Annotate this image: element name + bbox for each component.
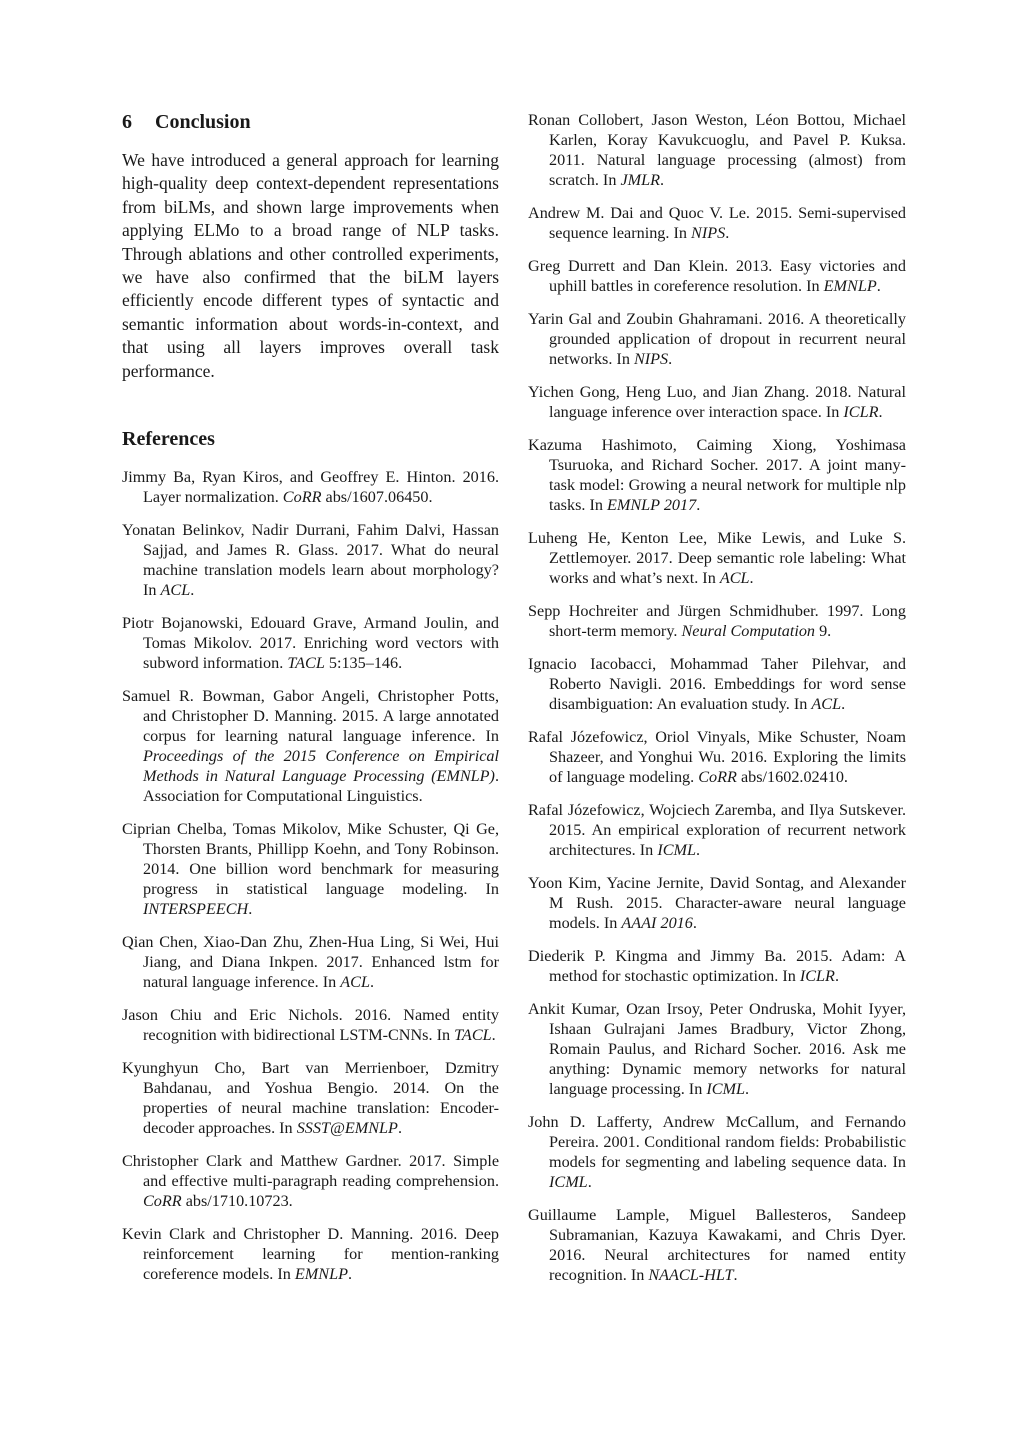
left-column (122, 110, 499, 1297)
reference-list-left (122, 467, 499, 1284)
reference-entry: Jimmy Ba, Ryan Kiros, and Geoffrey E. Hinton. 2016. Layer normalization. CoRR abs/1607.06450. (122, 468, 499, 507)
reference-entry: Ignacio Iacobacci, Mohammad Taher Pilehvar, and Roberto Navigli. 2016. Embeddings for word sense disambiguation: An evaluation study. In ACL. (528, 655, 906, 713)
reference-entry: Ronan Collobert, Jason Weston, Léon Bottou, Michael Karlen, Koray Kavukcuoglu, and Pavel P. Kuksa. 2011. Natural language processing (almost) from scratch. In JMLR. (528, 111, 906, 189)
reference-entry: Yoon Kim, Yacine Jernite, David Sontag, and Alexander M Rush. 2015. Character-aware neural language models. In AAAI 2016. (528, 874, 906, 932)
reference-entry: Sepp Hochreiter and Jürgen Schmidhuber. 1997. Long short-term memory. Neural Computation 9. (528, 602, 906, 640)
conclusion-paragraph: We have introduced a general approach for learning high-quality deep context-dependent representations from biLMs, and shown large improvements when applying ELMo to a broad range of NLP tasks. Through ablations and other controlled experiments, we have also confirmed that the biLM layers efficiently encode different types of syntactic and semantic information about words-in-context, and that using all layers improves overall task performance. (122, 150, 499, 381)
section-title: Conclusion (155, 111, 251, 133)
section-heading (122, 110, 499, 134)
reference-entry: Diederik P. Kingma and Jimmy Ba. 2015. Adam: A method for stochastic optimization. In ICLR. (528, 947, 906, 985)
reference-entry: Rafal Józefowicz, Wojciech Zaremba, and Ilya Sutskever. 2015. An empirical exploration of recurrent network architectures. In ICML. (528, 801, 906, 859)
section-number: 6 (122, 111, 132, 133)
reference-entry: Ankit Kumar, Ozan Irsoy, Peter Ondruska, Mohit Iyyer, Ishaan Gulrajani James Bradbury, Victor Zhong, Romain Paulus, and Richard Socher. 2016. Ask me anything: Dynamic memory networks for natural language processing. In ICML. (528, 1000, 906, 1098)
reference-entry: Rafal Józefowicz, Oriol Vinyals, Mike Schuster, Noam Shazeer, and Yonghui Wu. 2016. Exploring the limits of language modeling. CoRR abs/1602.02410. (528, 728, 906, 786)
reference-entry: Yonatan Belinkov, Nadir Durrani, Fahim Dalvi, Hassan Sajjad, and James R. Glass. 2017. What do neural machine translation models learn about morphology? In ACL. (122, 521, 499, 600)
reference-list-right (528, 110, 906, 1285)
reference-entry: Qian Chen, Xiao-Dan Zhu, Zhen-Hua Ling, Si Wei, Hui Jiang, and Diana Inkpen. 2017. Enhanced lstm for natural language inference. In ACL. (122, 933, 499, 992)
reference-entry: Samuel R. Bowman, Gabor Angeli, Christopher Potts, and Christopher D. Manning. 2015. A large annotated corpus for learning natural language inference. In Proceedings of the 2015 Conference on Empirical Methods in Natural Language Processing (EMNLP). Association for Computational Linguistics. (122, 687, 499, 806)
reference-entry: Jason Chiu and Eric Nichols. 2016. Named entity recognition with bidirectional LSTM-CNNs. In TACL. (122, 1006, 499, 1045)
reference-entry: Yarin Gal and Zoubin Ghahramani. 2016. A theoretically grounded application of dropout in recurrent neural networks. In NIPS. (528, 310, 906, 368)
reference-entry: Yichen Gong, Heng Luo, and Jian Zhang. 2018. Natural language inference over interaction space. In ICLR. (528, 383, 906, 421)
reference-entry: Luheng He, Kenton Lee, Mike Lewis, and Luke S. Zettlemoyer. 2017. Deep semantic role labeling: What works and what’s next. In ACL. (528, 529, 906, 587)
reference-entry: Kyunghyun Cho, Bart van Merrienboer, Dzmitry Bahdanau, and Yoshua Bengio. 2014. On the properties of neural machine translation: Encoder-decoder approaches. In SSST@EMNLP. (122, 1059, 499, 1138)
reference-entry: John D. Lafferty, Andrew McCallum, and Fernando Pereira. 2001. Conditional random fields: Probabilistic models for segmenting and labeling sequence data. In ICML. (528, 1113, 906, 1191)
reference-entry: Christopher Clark and Matthew Gardner. 2017. Simple and effective multi-paragraph reading comprehension. CoRR abs/1710.10723. (122, 1152, 499, 1211)
reference-entry: Greg Durrett and Dan Klein. 2013. Easy victories and uphill battles in coreference resolution. In EMNLP. (528, 257, 906, 295)
reference-entry: Piotr Bojanowski, Edouard Grave, Armand Joulin, and Tomas Mikolov. 2017. Enriching word vectors with subword information. TACL 5:135–146. (122, 614, 499, 673)
reference-entry: Kevin Clark and Christopher D. Manning. 2016. Deep reinforcement learning for mention-ranking coreference models. In EMNLP. (122, 1225, 499, 1284)
reference-entry: Andrew M. Dai and Quoc V. Le. 2015. Semi-supervised sequence learning. In NIPS. (528, 204, 906, 242)
references-heading: References (122, 428, 215, 451)
right-column (528, 110, 906, 1298)
reference-entry: Kazuma Hashimoto, Caiming Xiong, Yoshimasa Tsuruoka, and Richard Socher. 2017. A joint many-task model: Growing a neural network for multiple nlp tasks. In EMNLP 2017. (528, 436, 906, 514)
reference-entry: Guillaume Lample, Miguel Ballesteros, Sandeep Subramanian, Kazuya Kawakami, and Chris Dyer. 2016. Neural architectures for named entity recognition. In NAACL-HLT. (528, 1206, 906, 1284)
reference-entry: Ciprian Chelba, Tomas Mikolov, Mike Schuster, Qi Ge, Thorsten Brants, Phillipp Koehn, and Tony Robinson. 2014. One billion word benchmark for measuring progress in statistical language modeling. In INTERSPEECH. (122, 820, 499, 919)
